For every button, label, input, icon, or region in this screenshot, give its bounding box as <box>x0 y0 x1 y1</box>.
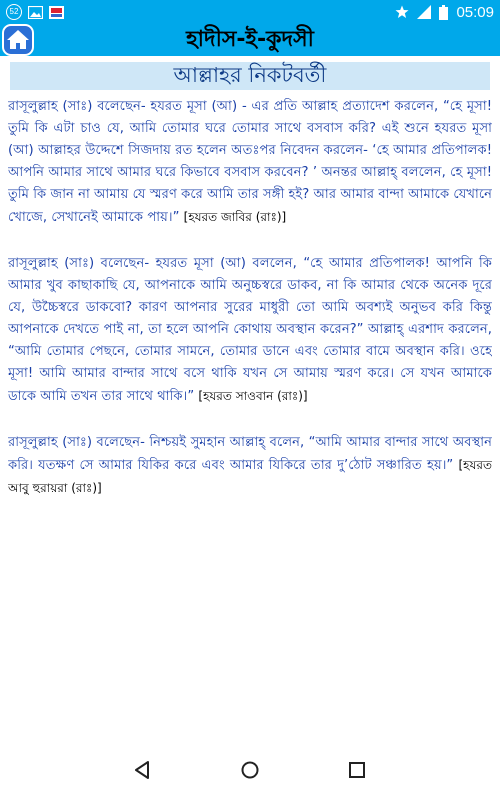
image-notification-icon <box>28 6 43 19</box>
battery-icon <box>439 5 448 20</box>
star-icon <box>395 5 409 19</box>
recents-icon <box>347 760 367 780</box>
back-button[interactable] <box>125 752 161 788</box>
section-header <box>10 62 490 90</box>
system-nav-bar <box>0 740 500 800</box>
app-notification-icon <box>49 6 64 19</box>
back-icon <box>133 760 153 780</box>
status-bar <box>0 0 500 24</box>
home-nav-button[interactable] <box>232 752 268 788</box>
notification-count-badge: 52 <box>6 4 22 20</box>
hadith-narrator: [হযরত জাবির (রাঃ)] <box>183 210 287 224</box>
home-icon <box>2 24 34 56</box>
hadith-text: রাসূলুল্লাহ (সাঃ) বলেছেন- হযরত মূসা (আ) - এর প্রতি আল্লাহ প্রত্যাদেশ করলেন, “হে মূসা! তুমি কি এটা চাও যে, আমি তোমার ঘরে তোমার সাথে বসবাস করি? এই শুনে হযরত মূসা (আ) আল্লাহর উদ্দেশে সিজদায় রত হলেন অতঃপর নিবেদন করলেন- ‘হে আমার প্রতিপালক! আপনি আমার সাথে আমার ঘরে কিভাবে বসবাস করবেন? ’ অনন্তর আল্লাহ্ বললেন, হে মূসা! তুমি কি জান না আমায় যে স্মরণ করে আমি তার সঙ্গী হই? আর আমার বান্দা আমাকে যেখানে খোজে, সেখানেই আমাকে পায়।” <box>8 99 492 225</box>
hadith-narrator: [হযরত সাওবান (রাঃ)] <box>198 389 308 403</box>
hadith-paragraph-2 <box>8 253 492 408</box>
hadith-content[interactable] <box>8 96 492 736</box>
hadith-narrator: [হযরত আবু হুরায়রা (রাঃ)] <box>8 458 492 495</box>
hadith-paragraph-3 <box>8 432 492 500</box>
app-title: হাদীস-ই-কুদসী <box>186 26 314 52</box>
app-header <box>0 24 500 56</box>
status-system <box>395 4 494 21</box>
clock: 05:09 <box>456 3 494 21</box>
section-title: আল্লাহর নিকটবর্তী <box>173 62 327 87</box>
signal-icon <box>417 5 431 19</box>
hadith-text: রাসূলুল্লাহ (সাঃ) বলেছেন- হযরত মূসা (আ) বললেন, “হে আমার প্রতিপালক! আপনি কি আমার খুব কাছাকাছি যে, আপনাকে আমি অনুচ্চস্বরে ডাকব, না কি আমার থেকে অনেক দূরে যে, উচ্চৈস্বরে ডাকবো? কারণ আপনার সুরের মাধুরী তো আমি অবশ্যই অনুভব করি কিন্তু আপনাকে দেখতে পাই না, তা হলে আপনি কোথায় অবস্থান করেন?” আল্লাহ্ এরশাদ করলেন, “আমি তোমার পেছনে, তোমার সামনে, তোমার ডানে এবং তোমার বামে অবস্থান করি। ওহে মূসা! আমি আমার বান্দার সাথে বসে থাকি যখন সে আমায় স্মরণ করে। সে যখন আমাকে ডাকে আমি তখন তার সাথে থাকি।” <box>8 256 492 404</box>
hadith-paragraph-1 <box>8 96 492 229</box>
hadith-text: রাসূলুল্লাহ (সাঃ) বলেছেন- নিশ্চয়ই সুমহান আল্লাহ্ বলেন, “আমি আমার বান্দার সাথে অবস্থান করি। যতক্ষণ সে আমার যিকির করে এবং আমার যিকিরে তার দু’ঠোট সঞ্চারিত হয়।” <box>8 435 492 473</box>
home-button[interactable] <box>2 24 34 56</box>
home-circle-icon <box>240 760 260 780</box>
recents-button[interactable] <box>339 752 375 788</box>
status-notifications <box>6 4 64 20</box>
